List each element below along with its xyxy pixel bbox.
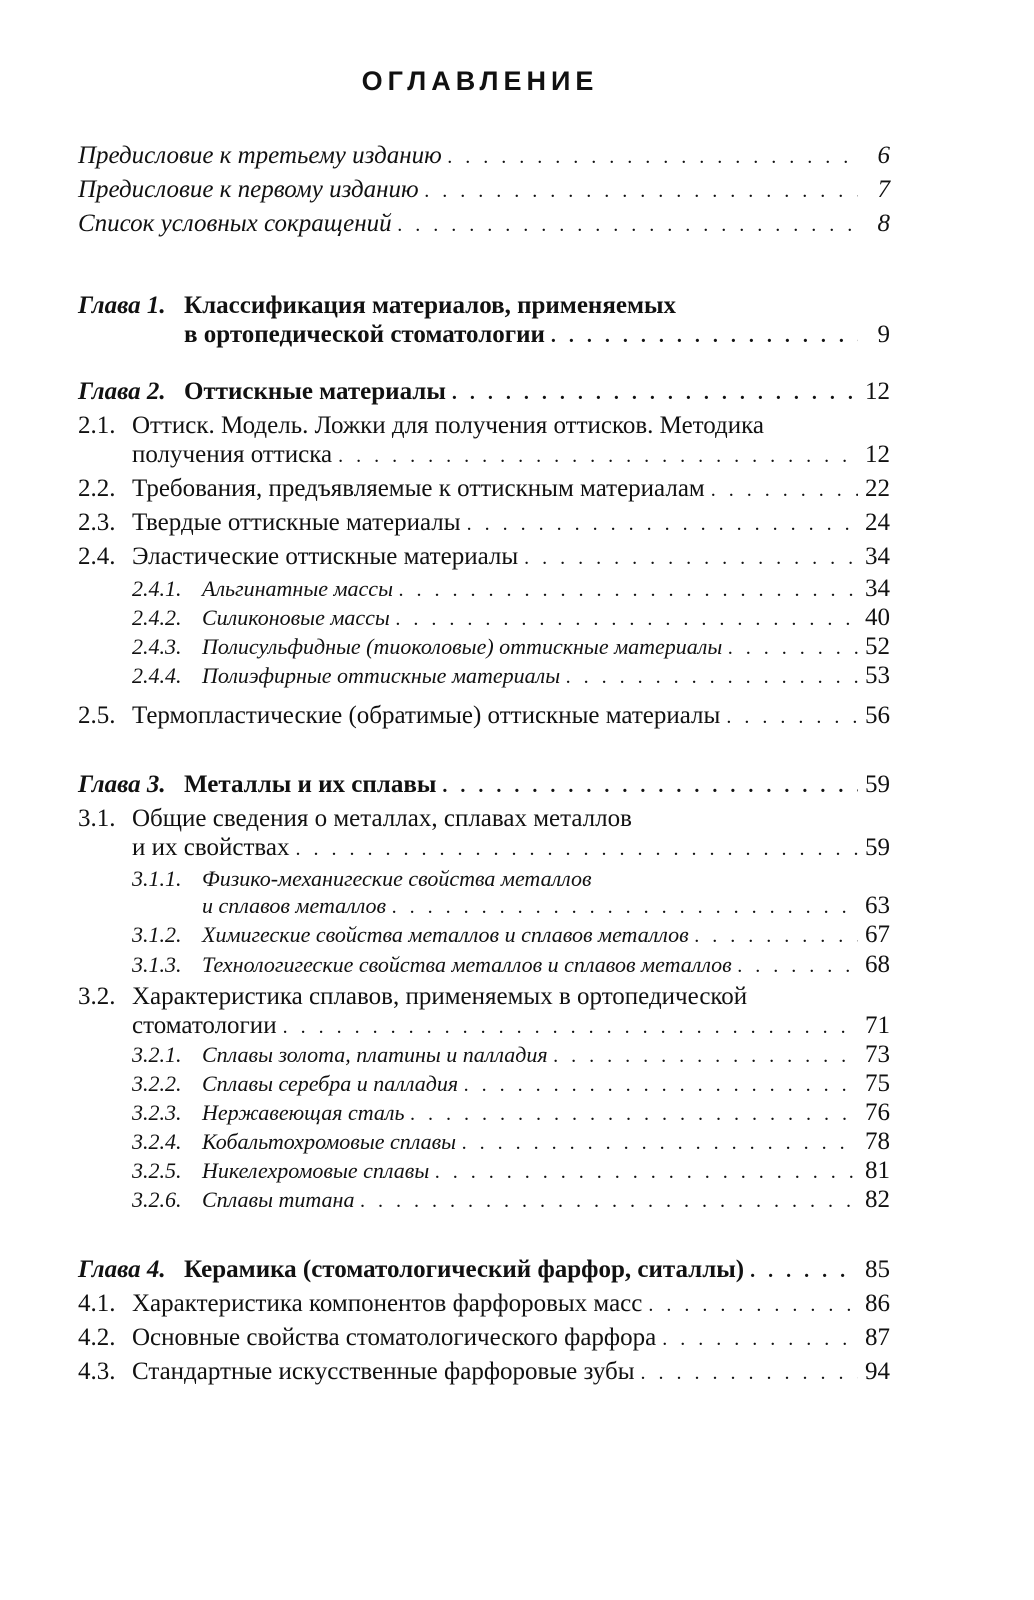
- section-number: 2.3.: [78, 509, 116, 536]
- page-number: 73: [865, 1041, 890, 1068]
- entry-title: Предисловие к первому изданию: [78, 176, 419, 203]
- subsection-title: Альгинатные массы: [202, 576, 393, 601]
- leader-dots: [467, 509, 858, 539]
- section-title-line: стоматологии: [132, 1012, 277, 1039]
- toc-entry[interactable]: [78, 209, 890, 239]
- leader-dots: [442, 771, 858, 801]
- subsection-number: 3.2.1.: [132, 1042, 182, 1067]
- subsection-entry[interactable]: [202, 1127, 890, 1157]
- section-entry[interactable]: [132, 833, 890, 863]
- section-number: 3.1.: [78, 805, 116, 832]
- leader-dots: [726, 702, 858, 732]
- leader-dots: [396, 604, 858, 634]
- subsection-number: 2.4.1.: [132, 576, 182, 601]
- leader-dots: [295, 834, 858, 864]
- page-number: 78: [865, 1128, 890, 1155]
- section-title: Требования, предъявляемые к оттискным материалам: [132, 475, 705, 502]
- leader-dots: [398, 210, 858, 240]
- section-title-line: и их свойствах: [132, 834, 290, 861]
- subsection-entry[interactable]: [202, 950, 890, 980]
- page-number: 59: [865, 771, 890, 798]
- chapter-label: Глава 3.: [78, 771, 166, 798]
- leader-dots: [392, 892, 858, 922]
- chapter-entry[interactable]: [184, 770, 890, 800]
- subsection-title: Полиэфирные оттискные материалы: [202, 663, 561, 688]
- chapter-title: Оттискные материалы: [184, 378, 446, 405]
- page-number: 59: [865, 834, 890, 861]
- section-number: 2.1.: [78, 412, 116, 439]
- subsection-title: Силиконовые массы: [202, 605, 390, 630]
- subsection-title: Нержавеющая сталь: [202, 1100, 405, 1125]
- page-number: 6: [877, 142, 890, 169]
- leader-dots: [695, 921, 858, 951]
- leader-dots: [360, 1186, 858, 1216]
- page-number: 71: [865, 1012, 890, 1039]
- section-title: Стандартные искусственные фарфоровые зубы: [132, 1358, 635, 1385]
- subsection-entry[interactable]: [202, 920, 890, 950]
- leader-dots: [452, 378, 858, 408]
- subsection-title: Технологигеские свойства металлов и сплавов металлов: [202, 952, 732, 977]
- subsection-number: 3.2.3.: [132, 1100, 182, 1125]
- subsection-title: Сплавы золота, платины и палладия: [202, 1042, 548, 1067]
- section-title: Твердые оттискные материалы: [132, 509, 461, 536]
- leader-dots: [411, 1099, 858, 1129]
- page-number: 22: [865, 475, 890, 502]
- subsection-title: Химигеские свойства металлов и сплавов металлов: [202, 922, 689, 947]
- section-entry[interactable]: [132, 1289, 890, 1319]
- page-number: 7: [877, 176, 890, 203]
- page-number: 67: [865, 921, 890, 948]
- subsection-entry[interactable]: [202, 1156, 890, 1186]
- page-number: 34: [865, 575, 890, 602]
- chapter-label: Глава 4.: [78, 1256, 166, 1283]
- subsection-number: 3.2.2.: [132, 1071, 182, 1096]
- section-title-line: получения оттиска: [132, 441, 333, 468]
- entry-title: Список условных сокращений: [78, 210, 392, 237]
- page-number: 9: [877, 321, 890, 348]
- section-title: Основные свойства стоматологического фарфора: [132, 1324, 657, 1351]
- section-entry[interactable]: [132, 542, 890, 572]
- leader-dots: [338, 441, 858, 471]
- section-entry[interactable]: [132, 1323, 890, 1353]
- page-number: 68: [865, 951, 890, 978]
- chapter-title-line[interactable]: Классификация материалов, применяемых: [184, 292, 676, 319]
- leader-dots: [462, 1128, 858, 1158]
- page-number: 87: [865, 1324, 890, 1351]
- section-title-line[interactable]: Характеристика сплавов, применяемых в ортопедической: [132, 983, 748, 1010]
- subsection-number: 3.1.3.: [132, 952, 182, 977]
- section-entry[interactable]: [132, 440, 890, 470]
- section-number: 2.2.: [78, 475, 116, 502]
- subsection-number: 3.1.1.: [132, 866, 182, 891]
- leader-dots: [728, 633, 858, 663]
- subsection-entry[interactable]: [202, 1040, 890, 1070]
- leader-dots: [524, 543, 858, 573]
- page-number: 12: [865, 441, 890, 468]
- section-title: Характеристика компонентов фарфоровых масс: [132, 1290, 643, 1317]
- leader-dots: [711, 475, 858, 505]
- subsection-number: 3.2.4.: [132, 1129, 182, 1154]
- leader-dots: [448, 142, 858, 172]
- section-title-line[interactable]: Общие сведения о металлах, сплавах металлов: [132, 805, 632, 832]
- page-number: 40: [865, 604, 890, 631]
- chapter-entry[interactable]: [184, 1255, 890, 1285]
- page-number: 76: [865, 1099, 890, 1126]
- subsection-title-line[interactable]: Физико-механигеские свойства металлов: [202, 866, 592, 891]
- page-number: 81: [865, 1157, 890, 1184]
- subsection-title: Никелехромовые сплавы: [202, 1158, 430, 1183]
- page-number: 75: [865, 1070, 890, 1097]
- section-number: 4.3.: [78, 1358, 116, 1385]
- chapter-title: Металлы и их сплавы: [184, 771, 437, 798]
- page-number: 63: [865, 892, 890, 919]
- subsection-number: 3.2.6.: [132, 1187, 182, 1212]
- chapter-entry[interactable]: [184, 320, 890, 350]
- section-title-line[interactable]: Оттиск. Модель. Ложки для получения оттисков. Методика: [132, 412, 765, 439]
- subsection-title: Сплавы титана: [202, 1187, 355, 1212]
- chapter-entry[interactable]: [184, 377, 890, 407]
- section-entry[interactable]: [132, 474, 890, 504]
- leader-dots: [738, 951, 858, 981]
- subsection-number: 2.4.2.: [132, 605, 182, 630]
- section-number: 2.4.: [78, 543, 116, 570]
- chapter-title-line: в ортопедической стоматологии: [184, 321, 545, 348]
- page-number: 82: [865, 1186, 890, 1213]
- subsection-number: 3.2.5.: [132, 1158, 182, 1183]
- page-number: 56: [865, 702, 890, 729]
- section-number: 4.2.: [78, 1324, 116, 1351]
- leader-dots: [435, 1157, 858, 1187]
- subsection-title-line: и сплавов металлов: [202, 893, 387, 918]
- page-number: 52: [865, 633, 890, 660]
- section-entry[interactable]: [132, 1011, 890, 1041]
- subsection-title: Кобальтохромовые сплавы: [202, 1129, 457, 1154]
- subsection-number: 3.1.2.: [132, 922, 182, 947]
- page-number: 34: [865, 543, 890, 570]
- section-number: 4.1.: [78, 1290, 116, 1317]
- section-entry[interactable]: [132, 1357, 890, 1387]
- leader-dots: [283, 1012, 858, 1042]
- leader-dots: [648, 1290, 858, 1320]
- leader-dots: [464, 1070, 858, 1100]
- page-number: 8: [877, 210, 890, 237]
- chapter-label: Глава 1.: [78, 292, 166, 319]
- subsection-number: 2.4.3.: [132, 634, 182, 659]
- page-number: 86: [865, 1290, 890, 1317]
- page-number: 24: [865, 509, 890, 536]
- entry-title: Предисловие к третьему изданию: [78, 142, 442, 169]
- page-title: ОГЛАВЛЕНИЕ: [361, 66, 599, 96]
- subsection-number: 2.4.4.: [132, 663, 182, 688]
- subsection-entry[interactable]: [202, 1098, 890, 1128]
- subsection-entry[interactable]: [202, 1069, 890, 1099]
- subsection-title: Сплавы серебра и палладия: [202, 1071, 459, 1096]
- subsection-entry[interactable]: [202, 574, 890, 604]
- chapter-label: Глава 2.: [78, 378, 166, 405]
- toc-entry[interactable]: [78, 141, 890, 171]
- page-number: 53: [865, 662, 890, 689]
- leader-dots: [662, 1324, 858, 1354]
- section-title: Термопластические (обратимые) оттискные материалы: [132, 702, 721, 729]
- page-number: 85: [865, 1256, 890, 1283]
- leader-dots: [554, 1041, 858, 1071]
- subsection-entry[interactable]: [202, 891, 890, 921]
- leader-dots: [641, 1358, 858, 1388]
- section-entry[interactable]: [132, 701, 890, 731]
- leader-dots: [566, 662, 858, 692]
- subsection-entry[interactable]: [202, 632, 890, 662]
- section-number: 2.5.: [78, 702, 116, 729]
- page-number: 94: [865, 1358, 890, 1385]
- leader-dots: [551, 321, 858, 351]
- subsection-title: Полисульфидные (тиоколовые) оттискные материалы: [202, 634, 723, 659]
- leader-dots: [399, 575, 858, 605]
- subsection-entry[interactable]: [202, 603, 890, 633]
- page-number: 12: [865, 378, 890, 405]
- subsection-entry[interactable]: [202, 661, 890, 691]
- leader-dots: [425, 176, 858, 206]
- section-title: Эластические оттискные материалы: [132, 543, 519, 570]
- toc-entry[interactable]: [78, 175, 890, 205]
- chapter-title: Керамика (стоматологический фарфор, ситаллы): [184, 1256, 745, 1283]
- section-number: 3.2.: [78, 983, 116, 1010]
- section-entry[interactable]: [132, 508, 890, 538]
- subsection-entry[interactable]: [202, 1185, 890, 1215]
- leader-dots: [750, 1256, 858, 1286]
